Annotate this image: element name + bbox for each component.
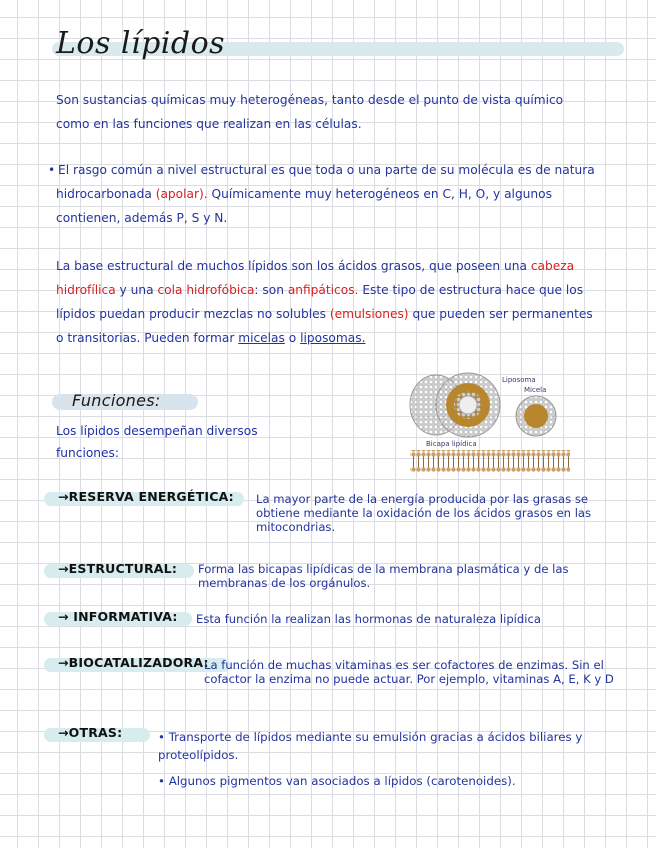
bullet-icon: • xyxy=(48,163,56,177)
p3-emulsiones: (emulsiones) xyxy=(329,307,409,321)
otras-label: →OTRAS: xyxy=(58,725,123,740)
p3-b: y una xyxy=(119,283,154,297)
bilayer-shape xyxy=(410,450,570,472)
p2-text: El rasgo común a nivel estructural es que toda o una parte de su molécula es de natura hidrocarbonada xyxy=(56,163,595,201)
p3-a: La base estructural de muchos lípidos son los ácidos grasos, que poseen una xyxy=(56,259,527,273)
p3-d: Este tipo de estructura hace que los lípidos puedan producir mezclas no solubles xyxy=(56,283,584,321)
informativa-label: → INFORMATIVA: xyxy=(58,609,178,624)
p3-anfipaticos: anfipáticos. xyxy=(287,283,359,297)
micela-label: Micela xyxy=(524,386,547,394)
lipid-structures-illustration xyxy=(406,372,572,480)
p3-cabeza: cabeza hidrofílica xyxy=(56,259,575,297)
funciones-heading: Funciones: xyxy=(72,391,161,410)
funciones-description: Los lípidos desempeñan diversos funciones: xyxy=(56,424,258,460)
liposome-shape xyxy=(410,373,500,437)
biocatalizadora-text: La función de muchas vitaminas es ser cofactores de enzimas. Sin el cofactor la enzima no puede actuar. Por ejemplo, vitaminas A, E, K y D xyxy=(204,658,614,686)
intro-paragraph-3 xyxy=(56,254,596,350)
intro-paragraph-2 xyxy=(48,158,596,230)
micelle-shape xyxy=(516,396,556,436)
p2-end: Químicamente muy heterogéneos en C, H, O, y algunos contienen, además P, S y N. xyxy=(56,187,552,225)
p3-cola: cola hidrofóbica xyxy=(157,283,255,297)
p3-liposomas: liposomas. xyxy=(300,331,366,345)
page-title: Los lípidos xyxy=(56,26,226,61)
estructural-label: →ESTRUCTURAL: xyxy=(58,561,178,576)
otras-bullet-2: • Algunos pigmentos van asociados a lípidos (carotenoides). xyxy=(158,774,516,788)
p3-e: que pueden ser permanentes o transitorias. Pueden formar xyxy=(56,307,593,345)
bicapa-label: Bicapa lipídica xyxy=(426,440,477,448)
informativa-text: Esta función la realizan las hormonas de naturaleza lipídica xyxy=(196,612,541,626)
p2-apolar: (apolar). xyxy=(155,187,208,201)
intro-paragraph-1: Son sustancias químicas muy heterogéneas, tanto desde el punto de vista químico como en las funciones que realizan en las células. xyxy=(56,93,564,131)
biocatalizadora-label: →BIOCATALIZADORA: xyxy=(58,655,209,670)
reserva-label: →RESERVA ENERGÉTICA: xyxy=(58,489,234,504)
p3-c: : son xyxy=(254,283,284,297)
reserva-text: La mayor parte de la energía producida por las grasas se obtiene mediante la oxidación de los ácidos grasos en las mitocondrias. xyxy=(256,492,592,534)
estructural-text: Forma las bicapas lipídicas de la membrana plasmática y de las membranas de los orgánulos. xyxy=(198,562,569,590)
p3-f: o xyxy=(288,331,297,345)
otras-bullet-1: • Transporte de lípidos mediante su emulsión gracias a ácidos biliares y proteolípidos. xyxy=(158,730,583,762)
p3-micelas: micelas xyxy=(238,331,285,345)
liposoma-label: Liposoma xyxy=(502,376,536,384)
